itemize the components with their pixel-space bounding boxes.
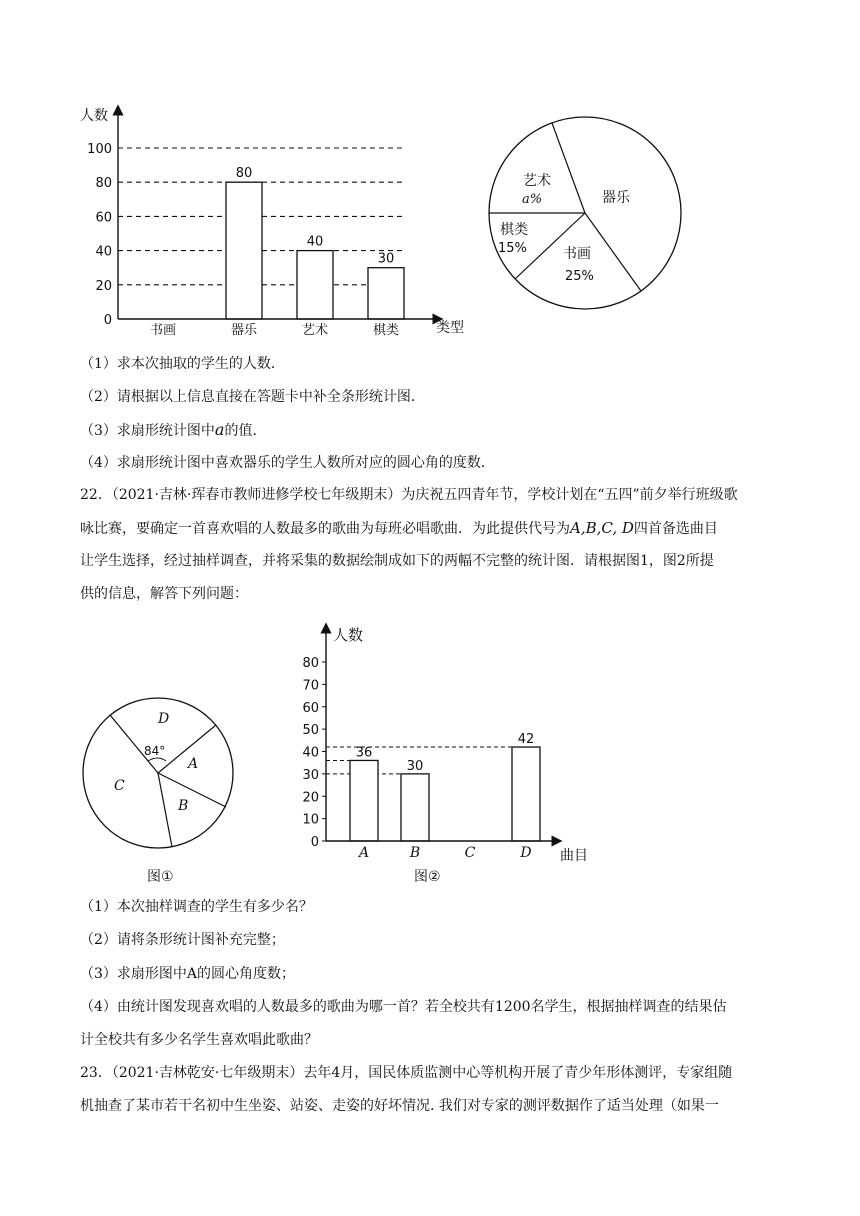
x-tick-label: 器乐	[230, 323, 258, 338]
x-axis-label: 曲目	[560, 848, 588, 864]
pie-slice-label: 器乐	[602, 190, 630, 206]
pie-slice-value: 15%	[498, 241, 527, 256]
pie-slice-label: A	[188, 756, 199, 772]
pie-divider	[158, 773, 226, 807]
bar-data-label: 30	[406, 758, 424, 774]
q21-item-4: （4）求扇形统计图中喜欢器乐的学生人数所对应的圆心角的度数．	[80, 455, 495, 471]
pie-slice-label: 棋类	[500, 222, 528, 238]
q22-item-3: （3）求扇形图中A的圆心角度数；	[80, 966, 296, 982]
x-tick-label: 书画	[149, 323, 177, 338]
y-axis-label: 人数	[333, 626, 364, 644]
figure-1-caption: 图①	[147, 869, 174, 885]
x-tick-label: D	[520, 845, 532, 861]
x-tick-label: C	[464, 845, 476, 861]
q23-line-1: 23．（2021·吉林乾安·七年级期末）去年4月，国民体质监测中心等机构开展了青少年形体测评，专家组随	[80, 1065, 733, 1081]
bar	[512, 747, 540, 841]
y-axis-label: 人数	[80, 108, 108, 124]
bar	[297, 251, 333, 319]
q22-item-2: （2）请将条形统计图补充完整；	[80, 932, 285, 948]
y-tick-label: 100	[87, 142, 112, 157]
x-tick-label: 棋类	[372, 323, 400, 338]
pie-divider	[158, 773, 172, 847]
bar-data-label: 40	[306, 234, 324, 250]
y-tick-label: 80	[95, 176, 112, 192]
y-tick-label: 50	[302, 723, 319, 739]
y-tick-label: 30	[302, 767, 319, 783]
pie-slice-label: 书画	[563, 246, 591, 262]
q22-item-1: （1）本次抽样调查的学生有多少名？	[80, 899, 313, 915]
y-tick-label: 40	[302, 745, 319, 761]
pie-divider	[158, 725, 216, 773]
bar	[350, 760, 378, 841]
pie-slice-value: 25%	[565, 269, 594, 284]
bar-data-label: 30	[377, 251, 395, 267]
q22-intro-line-2: 咏比赛，要确定一首喜欢唱的人数最多的歌曲为每班必唱歌曲．为此提供代号为A,B,C, D四首备选曲目	[80, 519, 718, 537]
figure-2-caption: 图②	[414, 869, 441, 885]
y-tick-label: 0	[103, 313, 112, 328]
x-tick-label: 艺术	[301, 323, 329, 338]
bar-chart-types	[70, 100, 480, 345]
bar	[226, 182, 262, 319]
pie-slice-label: 艺术	[523, 173, 551, 189]
pie-chart-songs	[80, 695, 260, 855]
bar	[401, 774, 429, 841]
angle-arc	[148, 758, 166, 761]
q21-item-2: （2）请根据以上信息直接在答题卡中补全条形统计图．	[80, 389, 425, 405]
q22-intro-line-3: 让学生选择，经过抽样调查，并将采集的数据绘制成如下的两幅不完整的统计图．请根据图1，图2所提	[80, 553, 714, 569]
y-tick-label: 60	[95, 210, 112, 226]
x-axis-label: 类型	[436, 320, 464, 336]
pie-chart-types	[480, 110, 690, 320]
y-tick-label: 10	[302, 812, 319, 828]
y-tick-label: 80	[302, 656, 319, 671]
pie-slice-label: C	[114, 778, 125, 794]
q23-line-2: 机抽查了某市若干名初中生坐姿、站姿、走姿的好坏情况. 我们对专家的测评数据作了适当处理（如果一	[80, 1098, 719, 1114]
y-tick-label: 20	[95, 278, 112, 294]
q21-item-1: （1）求本次抽取的学生的人数．	[80, 356, 285, 372]
bar	[368, 268, 404, 319]
bar-data-label: 42	[517, 732, 535, 748]
bar-data-label: 36	[355, 745, 373, 761]
y-tick-label: 0	[310, 835, 319, 850]
pie-slice-label: D	[158, 711, 170, 727]
y-tick-label: 40	[95, 244, 112, 260]
pie-divider	[552, 123, 585, 213]
bar-data-label: 80	[235, 166, 253, 182]
q22-intro-line-4: 供的信息，解答下列问题：	[80, 586, 248, 602]
q22-intro-line-1: 22．（2021·吉林·珲春市教师进修学校七年级期末）为庆祝五四青年节，学校计划在“五四”前夕举行班级歌	[80, 487, 738, 503]
y-tick-label: 60	[302, 700, 319, 716]
q22-item-4-line-2: 计全校共有多少名学生喜欢唱此歌曲？	[80, 1032, 318, 1048]
x-tick-label: A	[358, 845, 370, 861]
pie-slice-value: a%	[522, 192, 543, 207]
q22-item-4-line-1: （4）由统计图发现喜欢唱的人数最多的歌曲为哪一首？若全校共有1200名学生，根据抽样调查的结果估	[80, 999, 727, 1015]
pie-slice-label: B	[178, 798, 189, 814]
y-tick-label: 70	[302, 678, 319, 694]
angle-label: 84°	[144, 744, 166, 758]
q21-item-3: （3）求扇形统计图中a的值．	[80, 420, 267, 439]
x-tick-label: B	[409, 845, 421, 861]
y-tick-label: 20	[302, 790, 319, 806]
bar-chart-songs	[295, 620, 610, 865]
